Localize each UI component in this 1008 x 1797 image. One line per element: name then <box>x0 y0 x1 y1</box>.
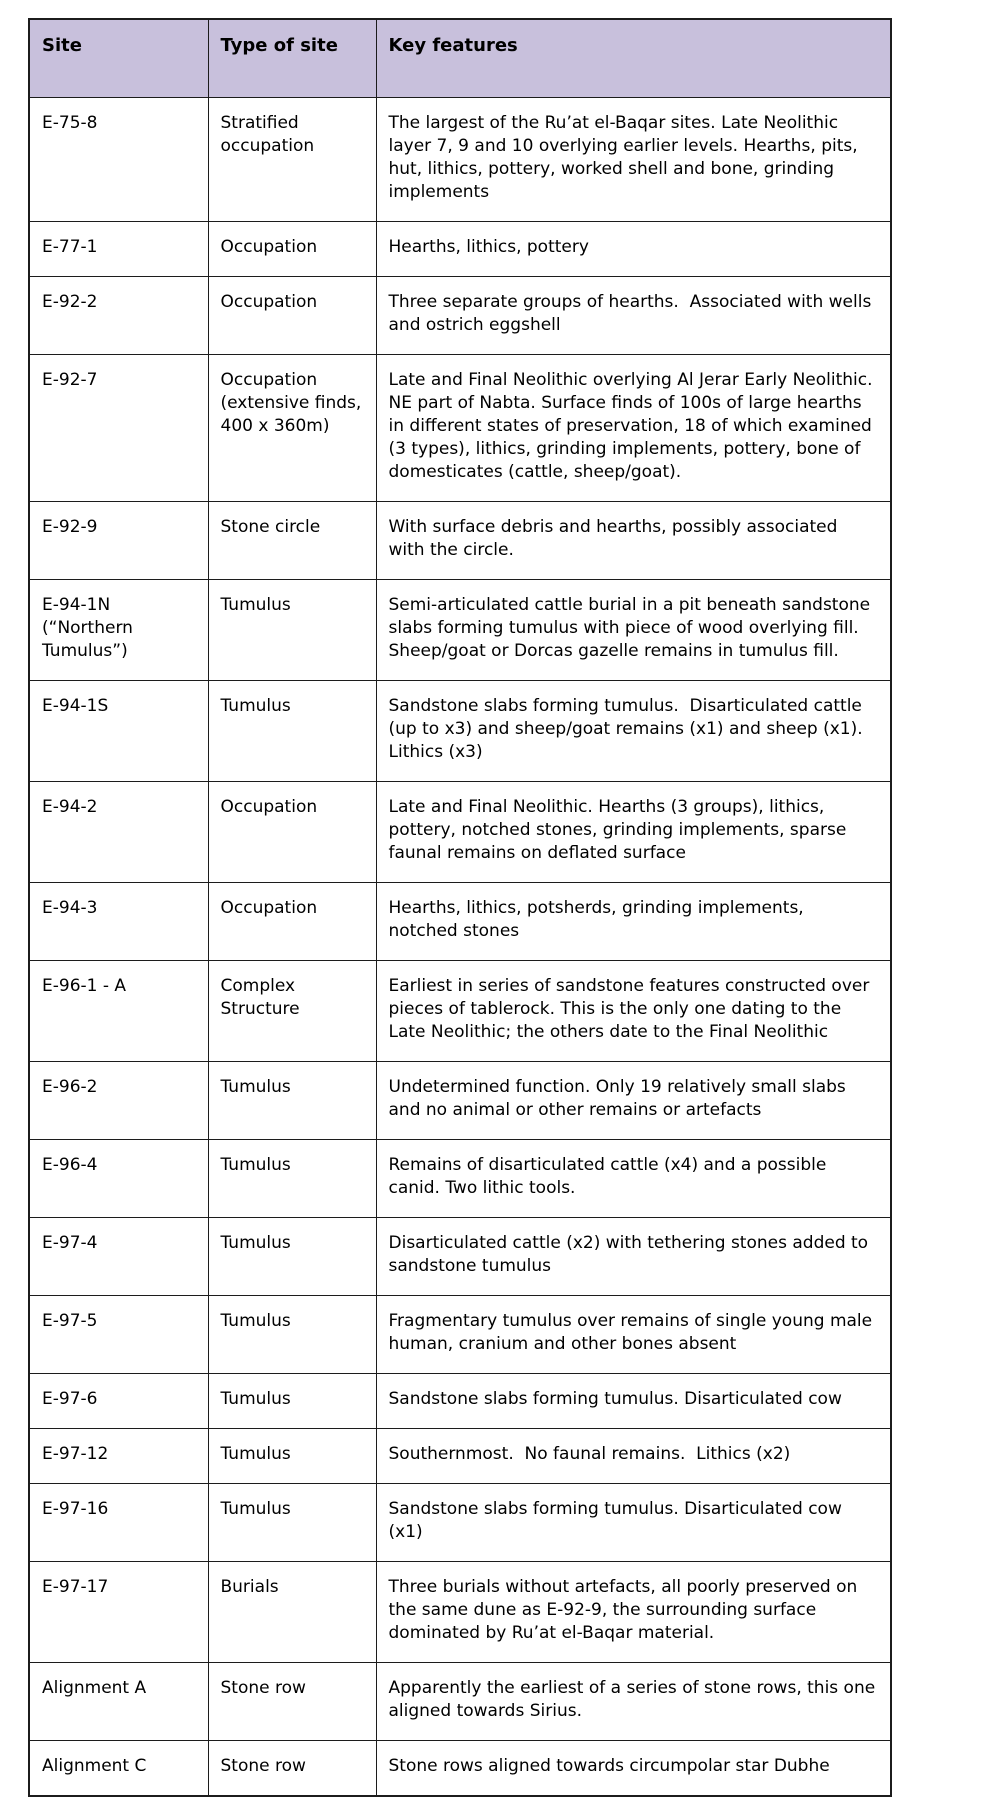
site-cell: E-96-4 <box>29 1140 208 1218</box>
type-of-site-cell: Occupation <box>208 222 376 277</box>
table-row <box>29 580 891 681</box>
site-cell: E-94-3 <box>29 883 208 961</box>
header-row <box>29 19 891 98</box>
table-row <box>29 1062 891 1140</box>
type-of-site-cell: Complex Structure <box>208 961 376 1062</box>
site-cell: E-97-4 <box>29 1218 208 1296</box>
type-of-site-cell: Tumulus <box>208 1484 376 1562</box>
table-row <box>29 98 891 222</box>
key-features-cell: With surface debris and hearths, possibly associated with the circle. <box>376 502 891 580</box>
site-cell: Alignment A <box>29 1663 208 1741</box>
type-of-site-cell: Tumulus <box>208 1374 376 1429</box>
key-features-cell: Disarticulated cattle (x2) with tethering stones added to sandstone tumulus <box>376 1218 891 1296</box>
key-features-cell: Late and Final Neolithic. Hearths (3 groups), lithics, pottery, notched stones, grinding implements, sparse faunal remains on deflated surface <box>376 782 891 883</box>
site-cell: E-97-5 <box>29 1296 208 1374</box>
key-features-cell: Semi-articulated cattle burial in a pit beneath sandstone slabs forming tumulus with piece of wood overlying fill. Sheep/goat or Dorcas gazelle remains in tumulus fill. <box>376 580 891 681</box>
type-of-site-cell: Stone row <box>208 1663 376 1741</box>
table-row <box>29 1374 891 1429</box>
key-features-cell: Stone rows aligned towards circumpolar star Dubhe <box>376 1741 891 1797</box>
key-features-cell: Hearths, lithics, potsherds, grinding implements, notched stones <box>376 883 891 961</box>
type-of-site-cell: Tumulus <box>208 1062 376 1140</box>
key-features-cell: Three separate groups of hearths. Associated with wells and ostrich eggshell <box>376 277 891 355</box>
table-row <box>29 961 891 1062</box>
table-row <box>29 277 891 355</box>
key-features-cell: Sandstone slabs forming tumulus. Disarticulated cattle (up to x3) and sheep/goat remains (x1) and sheep (x1). Lithics (x3) <box>376 681 891 782</box>
table-row <box>29 222 891 277</box>
table-row <box>29 1218 891 1296</box>
header-cell-site: Site <box>29 19 208 98</box>
key-features-cell: Three burials without artefacts, all poorly preserved on the same dune as E-92-9, the surrounding surface dominated by Ru’at el-Baqar material. <box>376 1562 891 1663</box>
table-body <box>29 98 891 1797</box>
site-cell: E-97-12 <box>29 1429 208 1484</box>
key-features-cell: Southernmost. No faunal remains. Lithics (x2) <box>376 1429 891 1484</box>
site-cell: E-94-2 <box>29 782 208 883</box>
type-of-site-cell: Occupation (extensive finds, 400 x 360m) <box>208 355 376 502</box>
key-features-cell: Late and Final Neolithic overlying Al Jerar Early Neolithic. NE part of Nabta. Surface finds of 100s of large hearths in different states of preservation, 18 of which examined (3 types), lithics, grinding implements, pottery, bone of domesticates (cattle, sheep/goat). <box>376 355 891 502</box>
type-of-site-cell: Stone row <box>208 1741 376 1797</box>
table-row <box>29 1562 891 1663</box>
site-cell: E-96-1 - A <box>29 961 208 1062</box>
type-of-site-cell: Occupation <box>208 782 376 883</box>
site-cell: E-77-1 <box>29 222 208 277</box>
site-cell: E-97-16 <box>29 1484 208 1562</box>
type-of-site-cell: Stone circle <box>208 502 376 580</box>
site-cell: E-75-8 <box>29 98 208 222</box>
type-of-site-cell: Stratified occupation <box>208 98 376 222</box>
key-features-cell: Remains of disarticulated cattle (x4) and a possible canid. Two lithic tools. <box>376 1140 891 1218</box>
table-row <box>29 1429 891 1484</box>
table-row <box>29 1296 891 1374</box>
type-of-site-cell: Tumulus <box>208 1429 376 1484</box>
key-features-cell: The largest of the Ru’at el-Baqar sites. Late Neolithic layer 7, 9 and 10 overlying earlier levels. Hearths, pits, hut, lithics, pottery, worked shell and bone, grinding implements <box>376 98 891 222</box>
header-cell-key-features: Key features <box>376 19 891 98</box>
key-features-cell: Earliest in series of sandstone features constructed over pieces of tablerock. This is the only one dating to the Late Neolithic; the others date to the Final Neolithic <box>376 961 891 1062</box>
site-cell: E-92-9 <box>29 502 208 580</box>
table-row <box>29 355 891 502</box>
key-features-cell: Hearths, lithics, pottery <box>376 222 891 277</box>
table-row <box>29 502 891 580</box>
site-cell: E-94-1N (“Northern Tumulus”) <box>29 580 208 681</box>
type-of-site-cell: Tumulus <box>208 580 376 681</box>
type-of-site-cell: Occupation <box>208 277 376 355</box>
type-of-site-cell: Tumulus <box>208 1218 376 1296</box>
type-of-site-cell: Burials <box>208 1562 376 1663</box>
site-cell: Alignment C <box>29 1741 208 1797</box>
key-features-cell: Sandstone slabs forming tumulus. Disarticulated cow <box>376 1374 891 1429</box>
table-row <box>29 1140 891 1218</box>
sites-table <box>28 18 892 1797</box>
site-cell: E-96-2 <box>29 1062 208 1140</box>
table-row <box>29 1484 891 1562</box>
table-row <box>29 782 891 883</box>
table-row <box>29 883 891 961</box>
site-cell: E-92-7 <box>29 355 208 502</box>
type-of-site-cell: Tumulus <box>208 1140 376 1218</box>
key-features-cell: Undetermined function. Only 19 relatively small slabs and no animal or other remains or artefacts <box>376 1062 891 1140</box>
key-features-cell: Apparently the earliest of a series of stone rows, this one aligned towards Sirius. <box>376 1663 891 1741</box>
type-of-site-cell: Occupation <box>208 883 376 961</box>
table-row <box>29 681 891 782</box>
header-cell-type-of-site: Type of site <box>208 19 376 98</box>
site-cell: E-92-2 <box>29 277 208 355</box>
type-of-site-cell: Tumulus <box>208 681 376 782</box>
table-row <box>29 1741 891 1797</box>
key-features-cell: Fragmentary tumulus over remains of single young male human, cranium and other bones absent <box>376 1296 891 1374</box>
site-cell: E-97-17 <box>29 1562 208 1663</box>
site-cell: E-97-6 <box>29 1374 208 1429</box>
key-features-cell: Sandstone slabs forming tumulus. Disarticulated cow (x1) <box>376 1484 891 1562</box>
site-cell: E-94-1S <box>29 681 208 782</box>
table-row <box>29 1663 891 1741</box>
type-of-site-cell: Tumulus <box>208 1296 376 1374</box>
table-header <box>29 19 891 98</box>
